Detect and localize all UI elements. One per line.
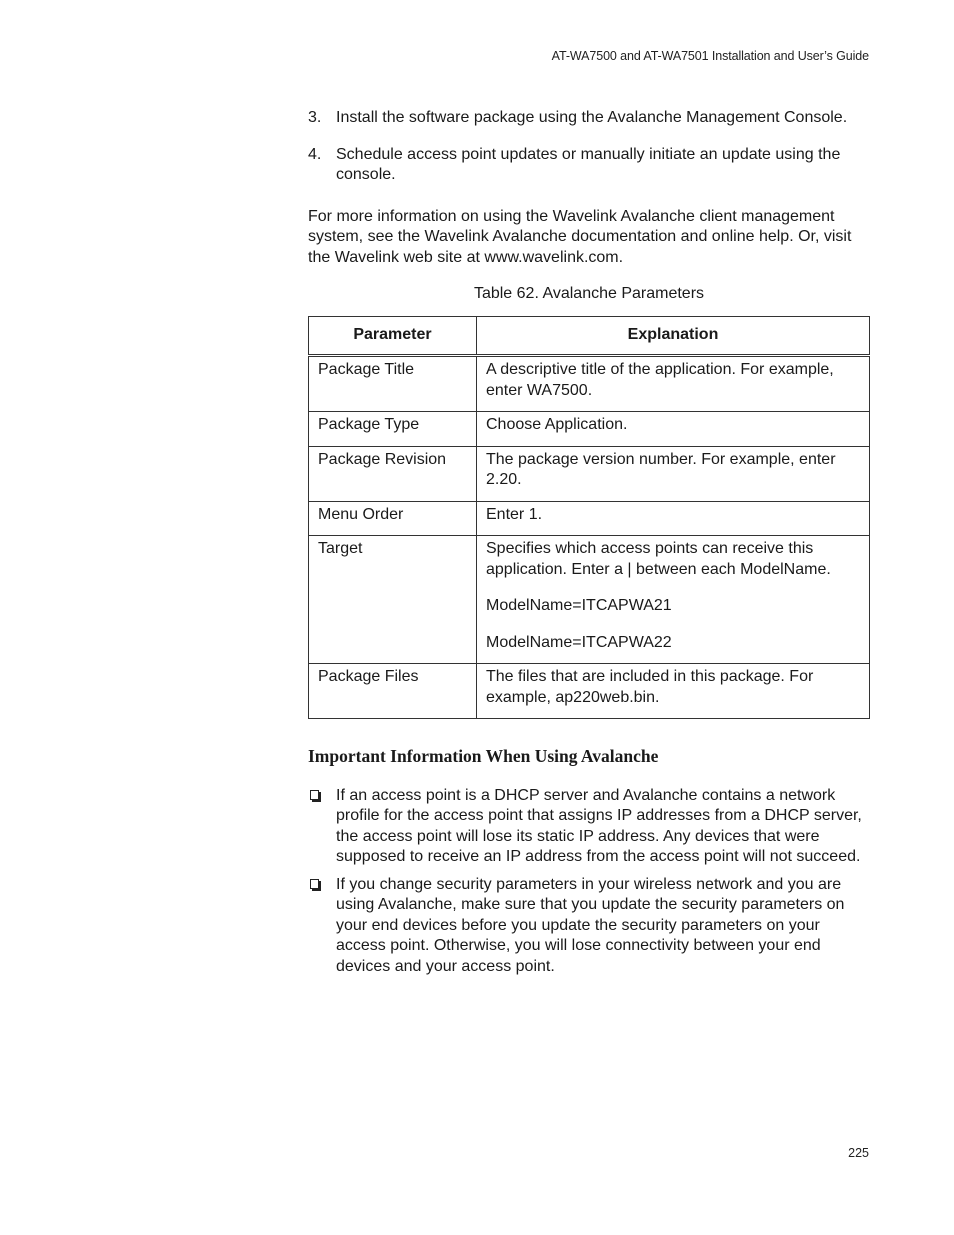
explanation-cell — [477, 412, 870, 447]
numbered-step — [308, 145, 870, 186]
info-paragraph: For more information on using the Wavelink Avalanche client management system, see the Wavelink Avalanche documentation and online help. Or, visit the Wavelink web site at www.wavelink.com. — [308, 207, 852, 266]
explanation-text: A descriptive title of the application. For example, enter WA7500. — [486, 361, 834, 399]
step-number: 4. — [308, 145, 322, 163]
table-caption: Table 62. Avalanche Parameters — [473, 285, 705, 302]
section-heading: Important Information When Using Avalanche — [308, 746, 659, 766]
numbered-step — [308, 108, 870, 129]
explanation-text: The files that are included in this package. For example, ap220web.bin. — [486, 668, 814, 706]
bullet-item — [308, 875, 870, 978]
page-number: 225 — [848, 1146, 869, 1160]
checkbox-bullet-icon — [308, 875, 336, 978]
parameter-cell: Package Title — [309, 356, 477, 412]
explanation-text: Enter 1. — [486, 505, 543, 523]
parameters-table — [308, 316, 870, 720]
explanation-cell — [477, 446, 870, 501]
column-header-explanation: Explanation — [477, 316, 870, 356]
page-content — [308, 108, 870, 984]
table-row — [309, 536, 870, 664]
explanation-text: Specifies which access points can receive this application. Enter a | between each ModelName. — [486, 540, 831, 578]
parameter-cell: Package Type — [309, 412, 477, 447]
bullet-text: If you change security parameters in your wireless network and you are using Avalanche, make sure that you update the security parameters on your end devices before you update the security parameters on your access point. Otherwise, you will lose connectivity between your end devices and your access point. — [336, 875, 845, 975]
parameter-cell: Menu Order — [309, 501, 477, 536]
parameter-cell: Package Revision — [309, 446, 477, 501]
explanation-cell — [477, 664, 870, 719]
table-row — [309, 664, 870, 719]
bullet-item — [308, 786, 870, 868]
explanation-text: ModelName=ITCAPWA21 — [486, 597, 672, 614]
parameter-cell: Package Files — [309, 664, 477, 719]
table-row — [309, 356, 870, 412]
table-row — [309, 446, 870, 501]
table-row — [309, 501, 870, 536]
explanation-text: Choose Application. — [486, 416, 628, 433]
step-text: Install the software package using the Avalanche Management Console. — [336, 109, 848, 126]
checkbox-bullet-icon — [308, 786, 336, 868]
table-row — [309, 412, 870, 447]
step-text: Schedule access point updates or manually initiate an update using the console. — [336, 145, 841, 183]
table-header-row — [309, 316, 870, 356]
column-header-parameter: Parameter — [309, 316, 477, 356]
explanation-cell — [477, 536, 870, 664]
bullet-text: If an access point is a DHCP server and Avalanche contains a network profile for the access point that assigns IP addresses from a DHCP server, the access point will lose its static IP address. Any devices that were supposed to receive an IP address from the access point will not succeed. — [336, 786, 862, 865]
step-number: 3. — [308, 109, 322, 126]
running-header: AT-WA7500 and AT-WA7501 Installation and User’s Guide — [551, 49, 869, 63]
explanation-text: ModelName=ITCAPWA22 — [486, 633, 672, 651]
explanation-cell — [477, 501, 870, 536]
explanation-cell — [477, 356, 870, 412]
parameter-cell: Target — [309, 536, 477, 664]
explanation-text: The package version number. For example, enter 2.20. — [486, 450, 836, 488]
